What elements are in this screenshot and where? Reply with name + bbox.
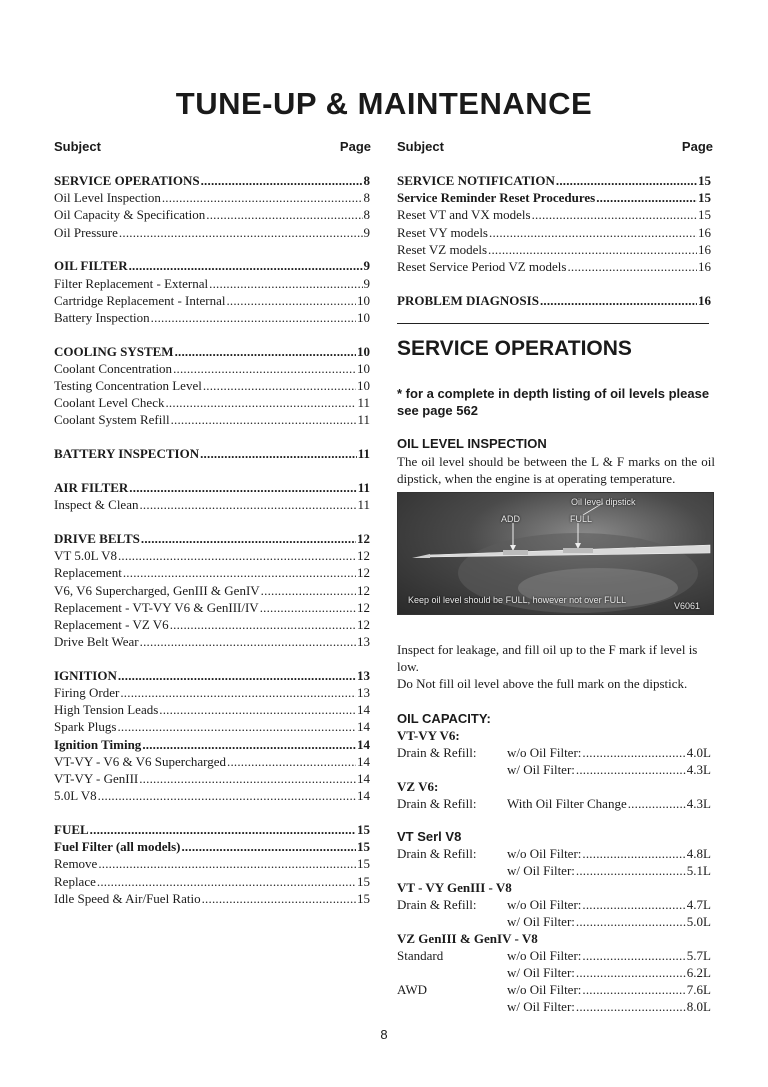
capacity-row-label: Drain & Refill: xyxy=(397,846,477,861)
toc-entry xyxy=(54,718,370,735)
capacity-value-line xyxy=(507,981,711,998)
toc-entry xyxy=(54,292,370,309)
toc-entry-title: Replacement xyxy=(54,565,122,581)
subject-column-label: Subject xyxy=(397,139,444,154)
toc-entry xyxy=(397,172,711,189)
capacity-value-line xyxy=(507,862,711,879)
toc-divider xyxy=(397,323,709,324)
toc-entry-page: 12 xyxy=(357,599,370,615)
toc-entry-title: Replacement - VT-VY V6 & GenIII/IV xyxy=(54,599,259,615)
full-mark-label: FULL xyxy=(570,514,593,524)
toc-entry-page: 10 xyxy=(357,360,370,376)
toc-entry-page: 14 xyxy=(357,788,370,804)
toc-entry-title: Replace xyxy=(54,873,96,889)
capacity-value-line xyxy=(507,744,711,761)
page-number: 8 xyxy=(380,1027,388,1042)
toc-group-spacer xyxy=(54,241,370,258)
capacity-row xyxy=(397,744,715,761)
capacity-leader-dots xyxy=(628,795,686,812)
toc-leader-dots xyxy=(226,292,356,309)
toc-entry-title: Coolant Concentration xyxy=(54,360,173,376)
toc-entry-title: Inspect & Clean xyxy=(54,497,139,513)
toc-leader-dots xyxy=(203,377,356,394)
capacity-value-line xyxy=(507,964,711,981)
toc-entry-title: BATTERY INSPECTION xyxy=(54,446,200,462)
toc-entry xyxy=(54,360,370,377)
toc-entry-title: VT 5.0L V8 xyxy=(54,548,117,564)
toc-entry-title: Oil Pressure xyxy=(54,224,118,240)
toc-entry-title: SERVICE NOTIFICATION xyxy=(397,173,555,188)
toc-entry xyxy=(54,667,370,684)
toc-group-spacer xyxy=(397,275,711,292)
capacity-filter-type: w/ Oil Filter: xyxy=(507,863,575,878)
toc-leader-dots xyxy=(98,787,356,804)
capacity-volume: 4.7L xyxy=(686,897,711,912)
left-column-header xyxy=(54,139,371,157)
toc-entry-title: Coolant Level Check xyxy=(54,395,165,411)
toc-entry xyxy=(54,838,370,855)
capacity-engine-heading: VT-VY V6: xyxy=(397,728,460,743)
toc-entry-title: COOLING SYSTEM xyxy=(54,343,174,359)
toc-entry-page: 11 xyxy=(357,480,370,495)
toc-leader-dots xyxy=(129,479,356,496)
toc-leader-dots xyxy=(170,616,356,633)
add-mark-label: ADD xyxy=(501,514,521,524)
toc-entry-page: 12 xyxy=(357,582,370,598)
toc-entry xyxy=(54,547,370,564)
toc-leader-dots xyxy=(142,736,356,753)
toc-entry-title: VT-VY - GenIII xyxy=(54,771,139,786)
toc-entry xyxy=(54,787,370,804)
toc-entry-title: Spark Plugs xyxy=(54,719,117,735)
toc-entry-page: 15 xyxy=(357,856,370,872)
toc-entry xyxy=(397,224,711,241)
capacity-value-line xyxy=(507,896,711,913)
toc-entry-title: Filter Replacement - External xyxy=(54,275,209,291)
toc-entry-page: 15 xyxy=(357,839,370,855)
oil-level-heading: OIL LEVEL INSPECTION xyxy=(397,436,547,451)
toc-entry-title: Ignition Timing xyxy=(54,736,142,752)
capacity-engine-heading: VT - VY GenIII - V8 xyxy=(397,880,512,895)
toc-entry xyxy=(54,684,370,701)
capacity-engine-heading: VZ GenIII & GenIV - V8 xyxy=(397,931,538,946)
capacity-row xyxy=(397,795,715,812)
toc-entry-title: Fuel Filter (all models) xyxy=(54,839,181,855)
page-title: TUNE-UP & MAINTENANCE xyxy=(175,86,593,121)
toc-entry-title: FUEL xyxy=(54,821,89,837)
toc-leader-dots xyxy=(532,206,697,223)
toc-entry xyxy=(397,292,711,309)
capacity-leader-dots xyxy=(582,947,685,964)
toc-entry-page: 10 xyxy=(357,292,370,308)
toc-entry xyxy=(54,496,370,513)
toc-leader-dots xyxy=(596,189,697,206)
toc-entry-title: PROBLEM DIAGNOSIS xyxy=(397,292,539,308)
toc-entry-page: 11 xyxy=(357,446,370,462)
toc-entry xyxy=(54,189,370,206)
toc-entry-page: 14 xyxy=(357,753,370,769)
toc-leader-dots xyxy=(159,701,356,718)
inspect-text: Inspect for leakage, and fill oil up to the F mark if level is low. xyxy=(397,642,698,674)
toc-leader-dots xyxy=(261,582,356,599)
toc-entry-page: 9 xyxy=(363,258,370,274)
toc-entry-page: 12 xyxy=(357,616,370,632)
toc-group-spacer xyxy=(54,462,370,479)
capacity-filter-type: With Oil Filter Change xyxy=(507,796,627,811)
toc-group-spacer xyxy=(54,326,370,343)
toc-entry-page: 10 xyxy=(357,309,370,325)
capacity-leader-dots xyxy=(582,744,685,761)
toc-entry-page: 12 xyxy=(357,530,370,546)
right-column-header xyxy=(397,139,713,157)
capacity-row xyxy=(397,896,715,913)
capacity-row xyxy=(397,964,715,981)
toc-leader-dots xyxy=(139,770,356,787)
toc-leader-dots xyxy=(175,343,356,360)
capacity-value-line xyxy=(507,913,711,930)
toc-entry-title: Reset VY models xyxy=(397,224,488,240)
toc-entry-page: 14 xyxy=(357,719,370,735)
toc-entry-title: Reset Service Period VZ models xyxy=(397,258,567,274)
capacity-row-label: Drain & Refill: xyxy=(397,897,477,912)
page-column-label: Page xyxy=(339,139,371,154)
subject-column-label: Subject xyxy=(54,139,101,154)
toc-entry xyxy=(54,343,370,360)
toc-entry xyxy=(54,855,370,872)
photo-caption: Keep oil level should be FULL, however not over FULL xyxy=(408,595,627,605)
oil-capacity-heading: OIL CAPACITY: xyxy=(397,711,491,726)
toc-entry-page: 11 xyxy=(357,497,370,513)
toc-entry-title: IGNITION xyxy=(54,667,117,683)
capacity-leader-dots xyxy=(576,998,686,1015)
toc-leader-dots xyxy=(140,633,356,650)
toc-entry xyxy=(54,701,370,718)
toc-entry-page: 16 xyxy=(698,258,711,274)
left-table-of-contents xyxy=(54,172,370,907)
toc-group-spacer xyxy=(54,650,370,667)
toc-entry xyxy=(54,633,370,650)
toc-entry xyxy=(54,309,370,326)
toc-entry xyxy=(54,394,370,411)
capacity-value-line xyxy=(507,761,711,778)
capacity-volume: 5.1L xyxy=(686,863,711,878)
capacity-leader-dots xyxy=(576,964,686,981)
toc-entry-page: 15 xyxy=(698,173,711,188)
toc-leader-dots xyxy=(540,292,697,309)
capacity-value-line xyxy=(507,998,711,1015)
toc-entry-title: SERVICE OPERATIONS xyxy=(54,173,200,188)
toc-entry-title: Service Reminder Reset Procedures xyxy=(397,190,596,206)
toc-entry xyxy=(54,736,370,753)
toc-entry xyxy=(54,753,370,770)
capacity-filter-type: w/o Oil Filter: xyxy=(507,897,582,912)
capacity-leader-dots xyxy=(576,761,686,778)
toc-leader-dots xyxy=(123,564,356,581)
capacity-engine-heading: VZ V6: xyxy=(397,779,439,794)
toc-leader-dots xyxy=(209,275,362,292)
capacity-leader-dots xyxy=(582,981,685,998)
toc-entry-page: 16 xyxy=(698,241,711,257)
oil-capacity-table xyxy=(397,727,715,1015)
toc-entry-title: Oil Capacity & Specification xyxy=(54,207,206,223)
toc-entry xyxy=(54,599,370,616)
toc-entry-title: Cartridge Replacement - Internal xyxy=(54,292,226,308)
toc-leader-dots xyxy=(200,445,357,462)
toc-entry xyxy=(54,530,370,547)
section-title: SERVICE OPERATIONS xyxy=(397,337,632,360)
toc-leader-dots xyxy=(97,873,356,890)
toc-leader-dots xyxy=(206,206,362,223)
toc-leader-dots xyxy=(227,753,356,770)
toc-leader-dots xyxy=(118,667,356,684)
capacity-leader-dots xyxy=(576,913,686,930)
toc-leader-dots xyxy=(488,241,697,258)
toc-entry-title: Oil Level Inspection xyxy=(54,190,161,206)
toc-entry xyxy=(54,890,370,907)
toc-entry xyxy=(54,873,370,890)
toc-leader-dots xyxy=(120,684,356,701)
toc-entry xyxy=(54,377,370,394)
toc-entry-title: Testing Concentration Level xyxy=(54,378,202,394)
toc-entry-page: 16 xyxy=(698,292,711,308)
capacity-volume: 4.3L xyxy=(686,796,711,811)
capacity-row xyxy=(397,981,715,998)
toc-entry-title: Battery Inspection xyxy=(54,309,150,325)
toc-entry-page: 14 xyxy=(357,702,370,718)
toc-entry xyxy=(54,275,370,292)
toc-entry-page: 15 xyxy=(698,190,711,206)
toc-leader-dots xyxy=(260,599,356,616)
capacity-leader-dots xyxy=(582,845,685,862)
capacity-filter-type: w/o Oil Filter: xyxy=(507,948,582,963)
toc-entry-title: Firing Order xyxy=(54,685,120,701)
toc-group-spacer xyxy=(54,513,370,530)
capacity-row xyxy=(397,998,715,1015)
toc-entry-title: Reset VT and VX models xyxy=(397,207,531,223)
capacity-volume: 8.0L xyxy=(686,999,711,1014)
toc-entry-title: AIR FILTER xyxy=(54,480,129,495)
toc-leader-dots xyxy=(119,224,363,241)
toc-entry-page: 14 xyxy=(357,771,370,786)
capacity-value-line xyxy=(507,947,711,964)
capacity-filter-type: w/o Oil Filter: xyxy=(507,846,582,861)
toc-entry-title: V6, V6 Supercharged, GenIII & GenIV xyxy=(54,582,260,598)
capacity-volume: 4.3L xyxy=(686,762,711,777)
capacity-row xyxy=(397,845,715,862)
capacity-filter-type: w/o Oil Filter: xyxy=(507,745,582,760)
capacity-filter-type: w/ Oil Filter: xyxy=(507,914,575,929)
capacity-filter-type: w/o Oil Filter: xyxy=(507,982,582,997)
toc-entry-title: Remove xyxy=(54,856,98,872)
toc-entry-page: 16 xyxy=(698,224,711,240)
photo-code: V6061 xyxy=(674,601,701,611)
toc-leader-dots xyxy=(201,172,363,189)
toc-entry-title: DRIVE BELTS xyxy=(54,530,140,546)
capacity-filter-type: w/ Oil Filter: xyxy=(507,762,575,777)
capacity-row xyxy=(397,862,715,879)
toc-entry xyxy=(397,206,711,223)
toc-entry xyxy=(54,564,370,581)
oil-levels-note: * for a complete in depth listing of oil levels please see page 562 xyxy=(397,386,710,418)
toc-entry-title: High Tension Leads xyxy=(54,702,159,718)
page-column-label: Page xyxy=(681,139,713,154)
toc-entry-title: Replacement - VZ V6 xyxy=(54,616,169,632)
capacity-engine-heading: VT Serl V8 xyxy=(397,829,462,844)
toc-group-spacer xyxy=(54,429,370,446)
capacity-leader-dots xyxy=(582,896,685,913)
toc-entry-title: VT-VY - V6 & V6 Supercharged xyxy=(54,753,226,769)
toc-leader-dots xyxy=(129,257,363,274)
toc-leader-dots xyxy=(139,496,356,513)
toc-entry-page: 15 xyxy=(357,821,370,837)
toc-leader-dots xyxy=(567,258,697,275)
toc-leader-dots xyxy=(171,411,357,428)
toc-entry-page: 11 xyxy=(357,395,370,411)
toc-entry-page: 12 xyxy=(357,565,370,581)
capacity-value-line xyxy=(507,795,711,812)
toc-leader-dots xyxy=(202,890,356,907)
toc-leader-dots xyxy=(141,530,356,547)
capacity-volume: 6.2L xyxy=(686,965,711,980)
toc-entry xyxy=(54,257,370,274)
toc-entry-title: OIL FILTER xyxy=(54,258,128,274)
toc-entry xyxy=(54,616,370,633)
capacity-row-label: AWD xyxy=(397,982,428,997)
capacity-leader-dots xyxy=(576,862,686,879)
toc-leader-dots xyxy=(489,224,697,241)
capacity-value-line xyxy=(507,845,711,862)
toc-entry xyxy=(54,411,370,428)
toc-entry-page: 13 xyxy=(357,667,370,683)
toc-leader-dots xyxy=(556,172,697,189)
toc-entry xyxy=(54,821,370,838)
dipstick-photo xyxy=(397,492,714,615)
toc-entry-page: 15 xyxy=(698,207,711,223)
toc-entry-page: 8 xyxy=(363,207,370,223)
capacity-row xyxy=(397,761,715,778)
toc-entry xyxy=(54,582,370,599)
capacity-row-label: Drain & Refill: xyxy=(397,796,477,811)
toc-entry xyxy=(54,479,370,496)
capacity-volume: 7.6L xyxy=(686,982,711,997)
toc-leader-dots xyxy=(181,838,356,855)
toc-entry xyxy=(54,770,370,787)
toc-entry-page: 13 xyxy=(357,634,370,650)
toc-entry-page: 15 xyxy=(357,890,370,906)
capacity-group-spacer xyxy=(397,812,715,828)
capacity-row xyxy=(397,913,715,930)
toc-entry-page: 8 xyxy=(363,190,370,206)
toc-leader-dots xyxy=(117,718,356,735)
toc-entry xyxy=(54,445,370,462)
capacity-row-label: Standard xyxy=(397,948,444,963)
capacity-filter-type: w/ Oil Filter: xyxy=(507,999,575,1014)
toc-entry-title: 5.0L V8 xyxy=(54,788,97,804)
toc-leader-dots xyxy=(151,309,356,326)
toc-leader-dots xyxy=(165,394,356,411)
toc-entry xyxy=(397,258,711,275)
toc-entry-title: Idle Speed & Air/Fuel Ratio xyxy=(54,890,201,906)
capacity-filter-type: w/ Oil Filter: xyxy=(507,965,575,980)
toc-entry-page: 10 xyxy=(357,378,370,394)
toc-entry-page: 11 xyxy=(357,412,370,428)
toc-entry-title: Drive Belt Wear xyxy=(54,634,139,650)
toc-entry-page: 14 xyxy=(357,736,370,752)
toc-leader-dots xyxy=(118,547,356,564)
toc-leader-dots xyxy=(98,855,356,872)
toc-entry-page: 15 xyxy=(357,873,370,889)
toc-leader-dots xyxy=(162,189,363,206)
capacity-volume: 4.0L xyxy=(686,745,711,760)
toc-entry xyxy=(54,224,370,241)
oil-level-text: The oil level should be between the L & F marks on the oil dipstick, when the engine is at operating temperature. xyxy=(397,454,715,486)
toc-entry xyxy=(54,206,370,223)
toc-group-spacer xyxy=(54,804,370,821)
toc-entry xyxy=(397,241,711,258)
toc-entry xyxy=(54,172,370,189)
capacity-row xyxy=(397,947,715,964)
toc-entry-title: Reset VZ models xyxy=(397,241,488,257)
toc-entry xyxy=(397,189,711,206)
right-table-of-contents xyxy=(397,172,711,309)
capacity-row-label: Drain & Refill: xyxy=(397,745,477,760)
toc-entry-page: 13 xyxy=(357,685,370,701)
warning-text: Do Not fill oil level above the full mark on the dipstick. xyxy=(397,676,688,691)
toc-entry-page: 9 xyxy=(363,275,370,291)
toc-leader-dots xyxy=(90,821,356,838)
toc-entry-page: 8 xyxy=(363,173,370,188)
toc-entry-page: 9 xyxy=(363,224,370,240)
capacity-volume: 4.8L xyxy=(686,846,711,861)
dipstick-label: Oil level dipstick xyxy=(571,497,636,507)
toc-entry-page: 10 xyxy=(357,343,370,359)
capacity-volume: 5.0L xyxy=(686,914,711,929)
inspect-instructions xyxy=(397,641,715,692)
toc-leader-dots xyxy=(173,360,356,377)
toc-entry-page: 12 xyxy=(357,548,370,564)
toc-entry-title: Coolant System Refill xyxy=(54,412,170,428)
capacity-volume: 5.7L xyxy=(686,948,711,963)
